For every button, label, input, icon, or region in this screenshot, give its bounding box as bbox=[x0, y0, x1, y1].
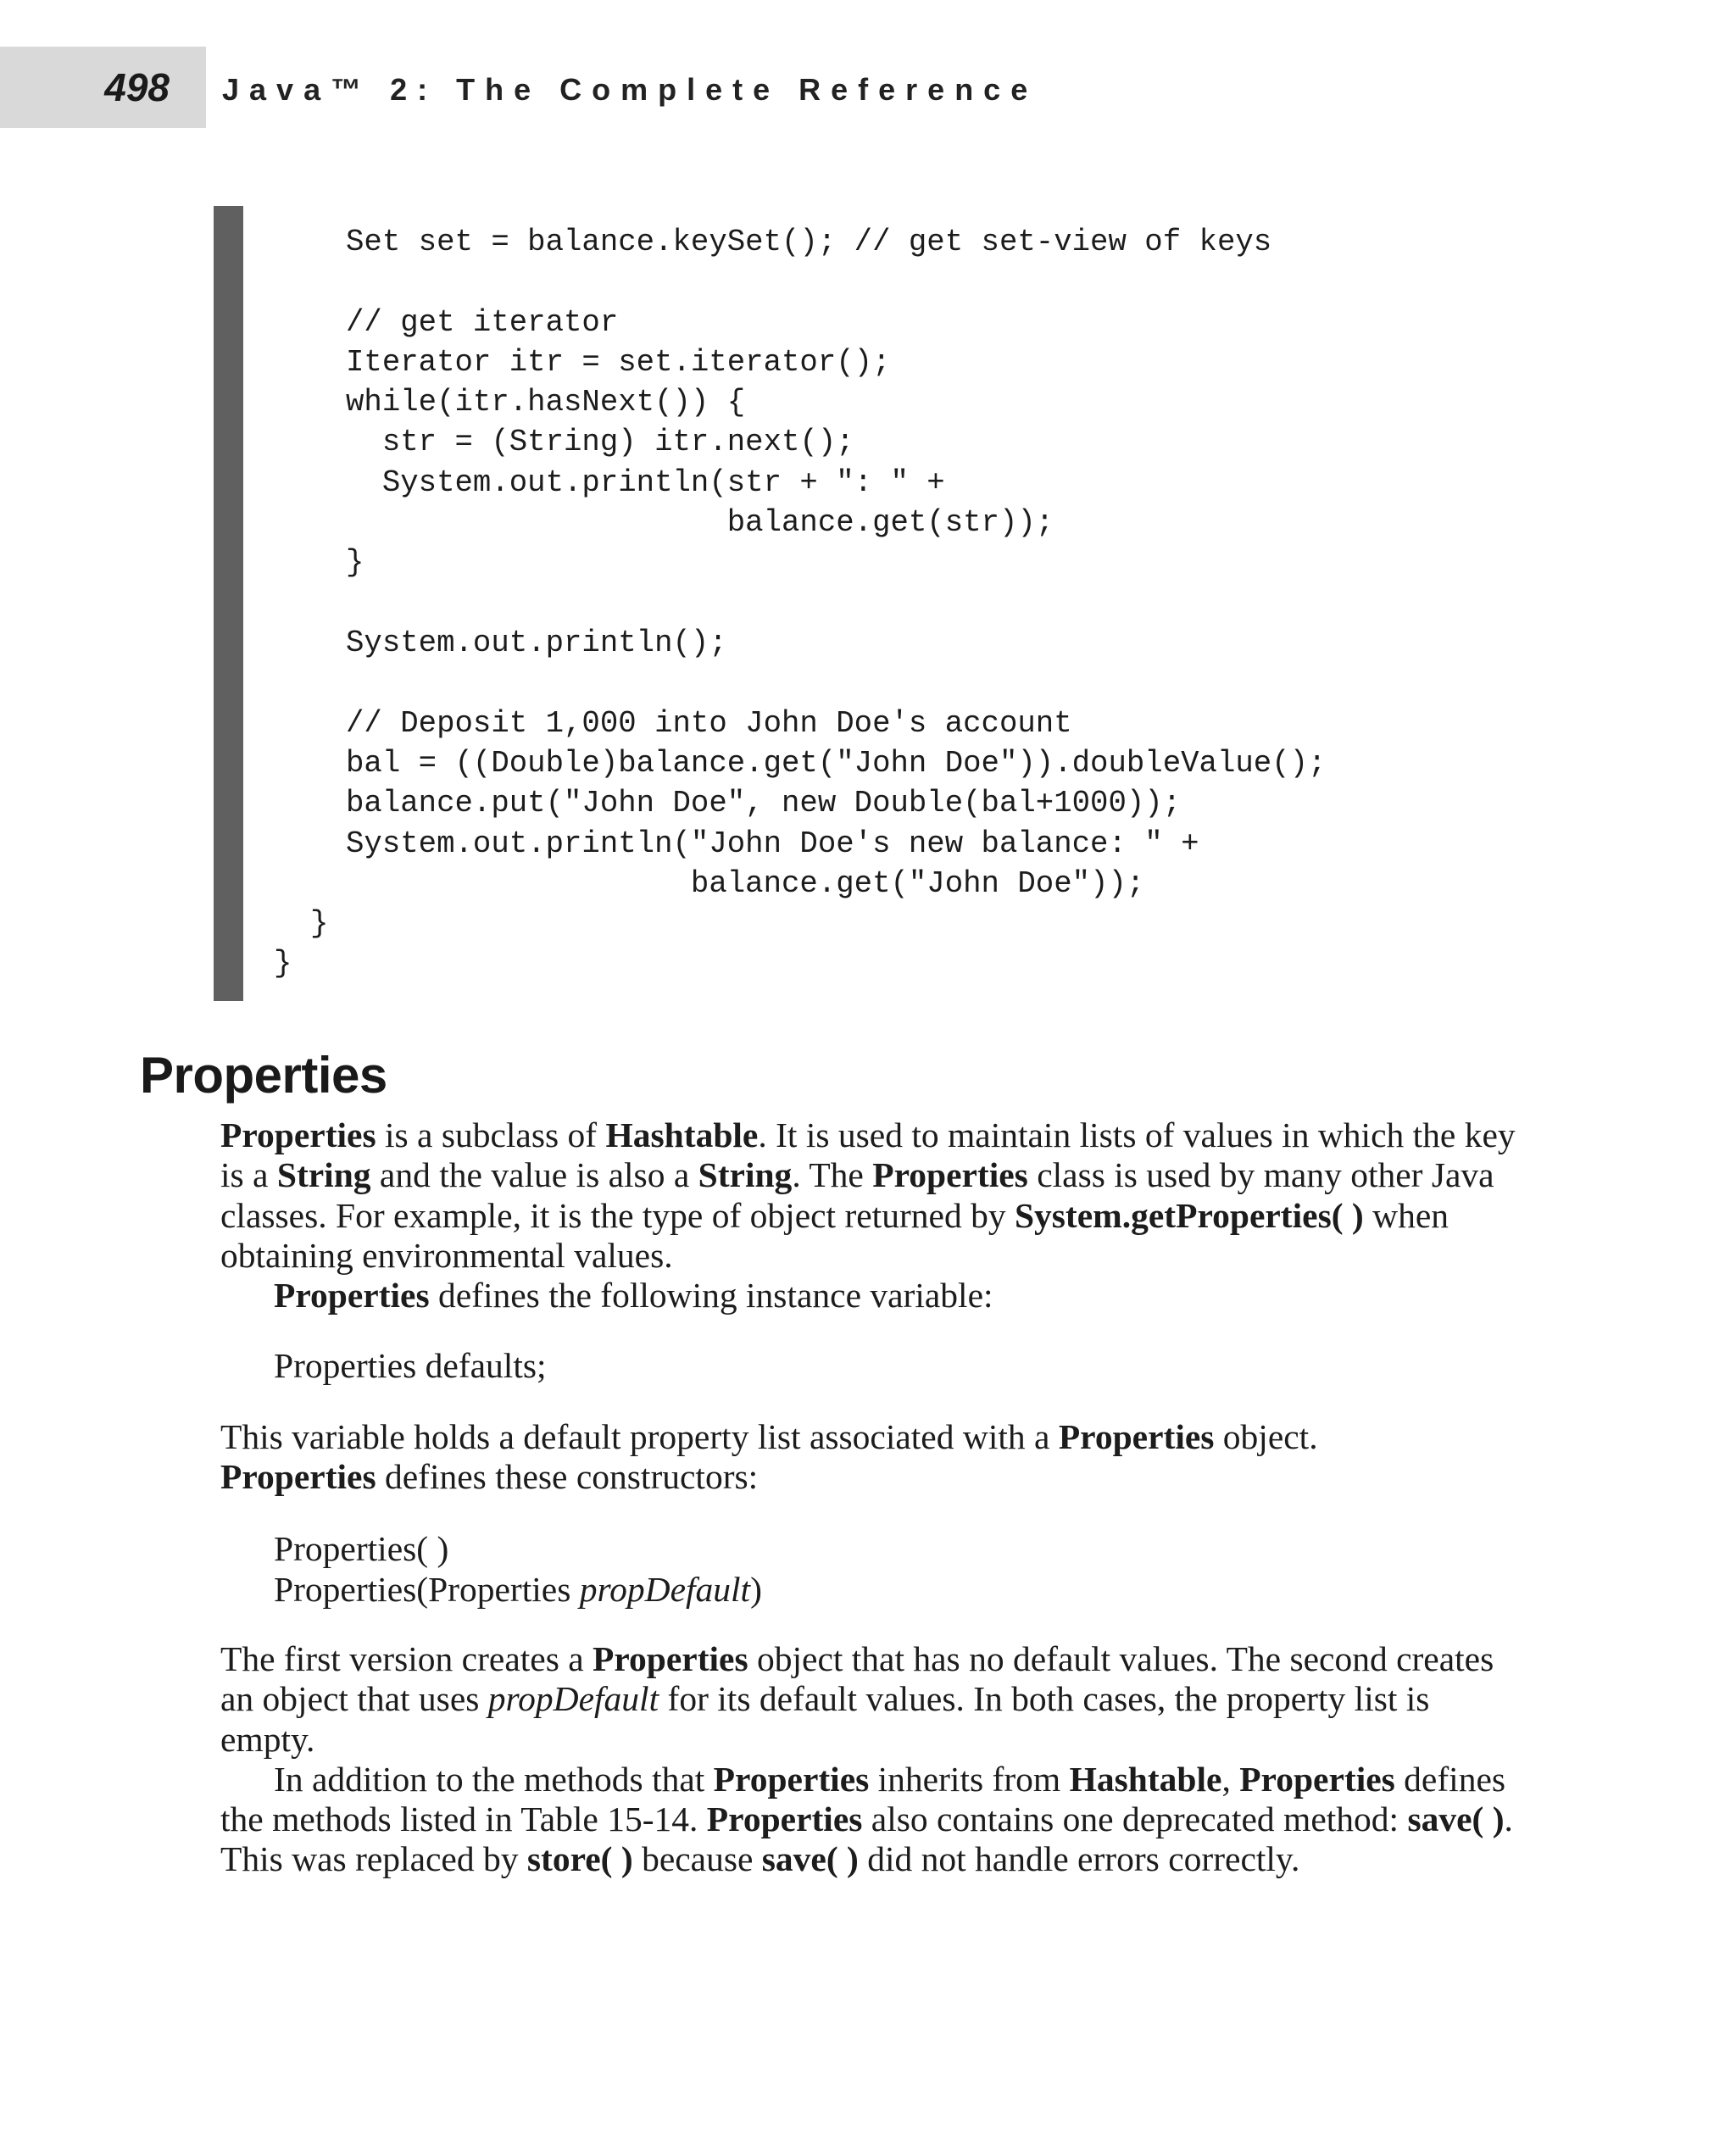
term: save( ) bbox=[761, 1839, 859, 1879]
code-line: System.out.println(); bbox=[346, 626, 727, 660]
text: This variable holds a default property list associated with a bbox=[220, 1417, 1059, 1456]
instance-variable-sample: Properties defaults; bbox=[274, 1346, 547, 1385]
code-line: balance.put("John Doe", new Double(bal+1000)); bbox=[346, 786, 1182, 820]
term: Properties bbox=[872, 1155, 1028, 1195]
paragraph-1 bbox=[220, 1115, 1517, 1316]
code-line: Set set = balance.keySet(); // get set-view of keys bbox=[346, 225, 1272, 259]
constructor-sample-2 bbox=[274, 1570, 762, 1610]
term: String bbox=[698, 1155, 793, 1195]
paragraph-2 bbox=[220, 1276, 1517, 1316]
term: Hashtable bbox=[1069, 1759, 1222, 1799]
running-head: Java™ 2: The Complete Reference bbox=[222, 72, 1038, 107]
paragraph-3 bbox=[220, 1417, 1517, 1498]
term: Properties bbox=[220, 1115, 376, 1154]
text: object. bbox=[1214, 1417, 1318, 1456]
code-line: } bbox=[346, 545, 364, 580]
text: defines the methods listed in Table 15-14. bbox=[220, 1759, 1506, 1839]
term: Properties bbox=[593, 1639, 748, 1678]
code-line: str = (String) itr.next(); bbox=[346, 425, 854, 459]
term: store( ) bbox=[526, 1839, 633, 1879]
text: for its default values. In both cases, the property list is empty. bbox=[220, 1679, 1430, 1759]
term: Properties bbox=[1058, 1417, 1215, 1456]
text: also contains one deprecated method: bbox=[862, 1799, 1408, 1839]
code-line: while(itr.hasNext()) { bbox=[346, 385, 746, 420]
term: String bbox=[276, 1155, 371, 1195]
code-line: } bbox=[274, 946, 292, 981]
code-line: System.out.println(str + ": " + bbox=[346, 465, 945, 500]
paragraph-5 bbox=[220, 1760, 1517, 1880]
term: Properties bbox=[706, 1799, 863, 1839]
text: , bbox=[1221, 1759, 1240, 1799]
text: class is used by many other Java classes. For example, it is the type of object returned by bbox=[220, 1155, 1494, 1235]
page-number: 498 bbox=[104, 65, 170, 109]
text: ) bbox=[750, 1570, 762, 1609]
text: because bbox=[632, 1839, 762, 1879]
paragraph-4 bbox=[220, 1639, 1517, 1880]
code-line: } bbox=[310, 906, 329, 941]
text: is a subclass of bbox=[376, 1115, 606, 1154]
code-line: Iterator itr = set.iterator(); bbox=[346, 345, 891, 380]
parameter: propDefault bbox=[579, 1570, 751, 1609]
constructor-sample-1: Properties( ) bbox=[274, 1529, 449, 1568]
term: Properties bbox=[1239, 1759, 1395, 1799]
term: Properties bbox=[713, 1759, 870, 1799]
text: In addition to the methods that bbox=[274, 1759, 714, 1799]
term: Properties bbox=[274, 1276, 430, 1316]
code-line: System.out.println("John Doe's new balance: " + bbox=[346, 826, 1199, 861]
text: defines the following instance variable: bbox=[429, 1276, 993, 1316]
text: inherits from bbox=[869, 1759, 1070, 1799]
code-line: // get iterator bbox=[346, 305, 619, 340]
text: . This was replaced by bbox=[220, 1799, 1513, 1879]
section-heading: Properties bbox=[140, 1047, 387, 1104]
term: save( ) bbox=[1407, 1799, 1505, 1839]
text: object that has no default values. The second creates an object that uses bbox=[220, 1639, 1494, 1719]
term: Hashtable bbox=[605, 1115, 759, 1154]
code-line: balance.get("John Doe")); bbox=[346, 866, 1145, 901]
code-line: // Deposit 1,000 into John Doe's account bbox=[346, 706, 1072, 741]
text: . It is used to maintain lists of values in which the key is a bbox=[220, 1115, 1516, 1195]
parameter: propDefault bbox=[487, 1679, 659, 1719]
code-listing-bar bbox=[214, 206, 243, 1001]
text: . The bbox=[792, 1155, 873, 1195]
text: did not handle errors correctly. bbox=[858, 1839, 1300, 1879]
code-line: balance.get(str)); bbox=[346, 505, 1054, 540]
term: Properties bbox=[220, 1457, 376, 1497]
term: System.getProperties( ) bbox=[1014, 1195, 1364, 1235]
text: defines these constructors: bbox=[376, 1457, 759, 1497]
text: when obtaining environmental values. bbox=[220, 1195, 1449, 1275]
text: and the value is also a bbox=[370, 1155, 698, 1195]
text: Properties(Properties bbox=[274, 1570, 580, 1609]
text: The first version creates a bbox=[220, 1639, 593, 1678]
code-line: bal = ((Double)balance.get("John Doe")).doubleValue(); bbox=[346, 746, 1327, 781]
